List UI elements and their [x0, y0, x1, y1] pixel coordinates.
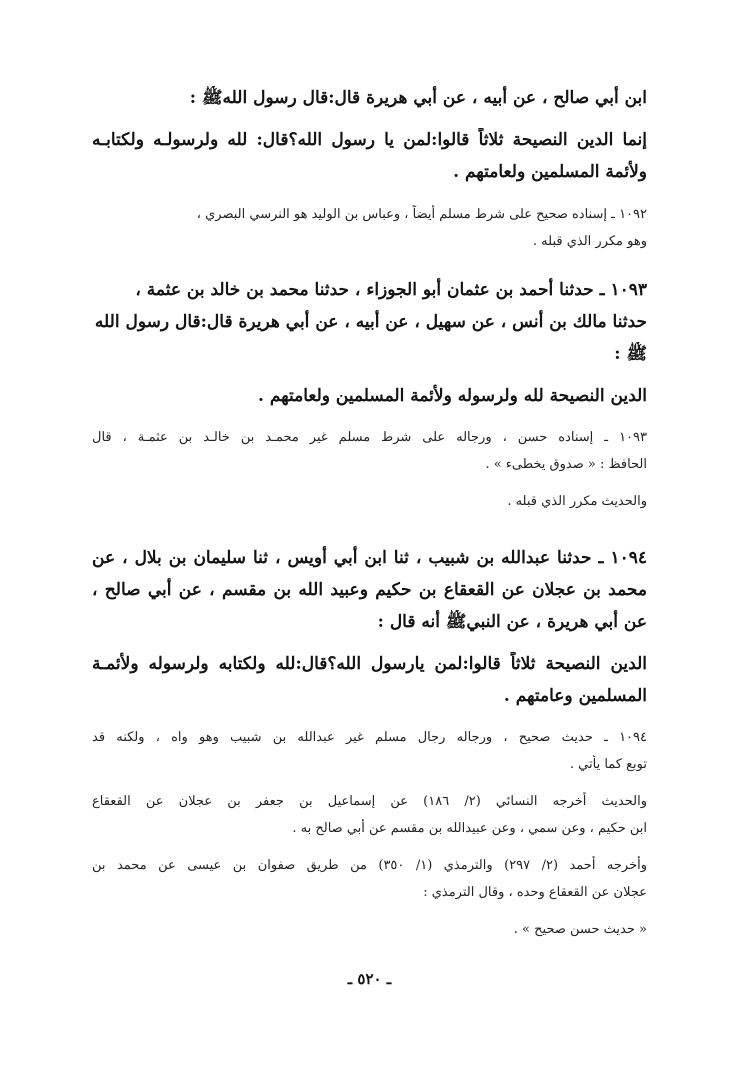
text-line: ابن أبي صالح ، عن أبيه ، عن أبي هريرة قال:قال رسول اللهﷺ :	[189, 88, 647, 108]
text-line: محمد بن عجلان عن القعقاع بن حكيم وعبيد الله بن مقسم ، عن أبي صالح ،	[92, 580, 647, 600]
footnote-line: وهو مكرر الذي قبله .	[532, 234, 647, 249]
text-line: الدين النصيحة لله ولرسوله ولأئمة المسلمين ولعامتهم .	[257, 386, 647, 406]
text-line: عن أبي هريرة ، عن النبيﷺ أنه قال :	[377, 612, 647, 632]
footnote-line: والحديث مكرر الذي قبله .	[507, 494, 647, 509]
text-line: ﷺ :	[614, 344, 647, 364]
footnote-line: عجلان عن القعقاع وحده ، وقال الترمذي :	[423, 885, 647, 900]
footnote-line: والحديث أخرجه النسائي (٢/ ١٨٦) عن إسماعيل بن جعفر بن عجلان عن القعقاع	[92, 794, 647, 809]
text-line: حدثنا مالك بن أنس ، عن سهيل ، عن أبيه ، عن أبي هريرة قال:قال رسول الله	[94, 312, 647, 332]
text-line: ١٠٩٤ ـ حدثنا عبدالله بن شبيب ، ثنا ابن أبي أويس ، ثنا سليمان بن بلال ، عن	[92, 548, 647, 568]
footnote-line: ١٠٩٤ ـ حديث صحيح ، ورجاله رجال مسلم غير عبدالله بن شبيب وهو واه ، ولكنه قد	[92, 730, 647, 745]
footnote-line: وأخرجه أحمد (٢/ ٢٩٧) والترمذي (١/ ٣٥٠) من طريق صفوان بن عيسى عن محمد بن	[92, 858, 647, 873]
footnote-line: الحافظ : « صدوق يخطىء » .	[485, 457, 647, 472]
text-line: الدين النصيحة ثلاثاً قالوا:لمن يارسول الله؟قال:لله ولكتابه ولرسوله ولأئمـة	[92, 654, 647, 674]
footnote-line: ابن حكيم ، وعن سمي ، وعن عبيدالله بن مقسم عن أبي صالح به .	[292, 821, 647, 836]
page-number: ـ ٥٢٠ ـ	[347, 970, 392, 988]
footnote-line: « حديث حسن صحيح » .	[513, 922, 647, 937]
text-line: إنما الدين النصيحة ثلاثاً قالوا:لمن يا رسول الله؟قال: لله ولرسولـه ولكتابـه	[92, 130, 647, 150]
text-line: ١٠٩٣ ـ حدثنا أحمد بن عثمان أبو الجوزاء ، حدثنا محمد بن خالد بن عثمة ،	[135, 280, 647, 300]
footnote-line: ١٠٩٢ ـ إسناده صحيح على شرط مسلم أيضاً ، وعباس بن الوليد هو النرسي البصري ،	[196, 207, 647, 222]
text-line: ولأئمة المسلمين ولعامتهم .	[453, 162, 647, 182]
footnote-line: ١٠٩٣ ـ إسناده حسن ، ورجاله على شرط مسلم غير محمـد بن خالـد بن عثمـة ، قال	[92, 430, 647, 445]
footnote-line: توبع كما يأتي .	[569, 757, 647, 772]
text-line: المسلمين وعامتهم .	[503, 686, 647, 706]
